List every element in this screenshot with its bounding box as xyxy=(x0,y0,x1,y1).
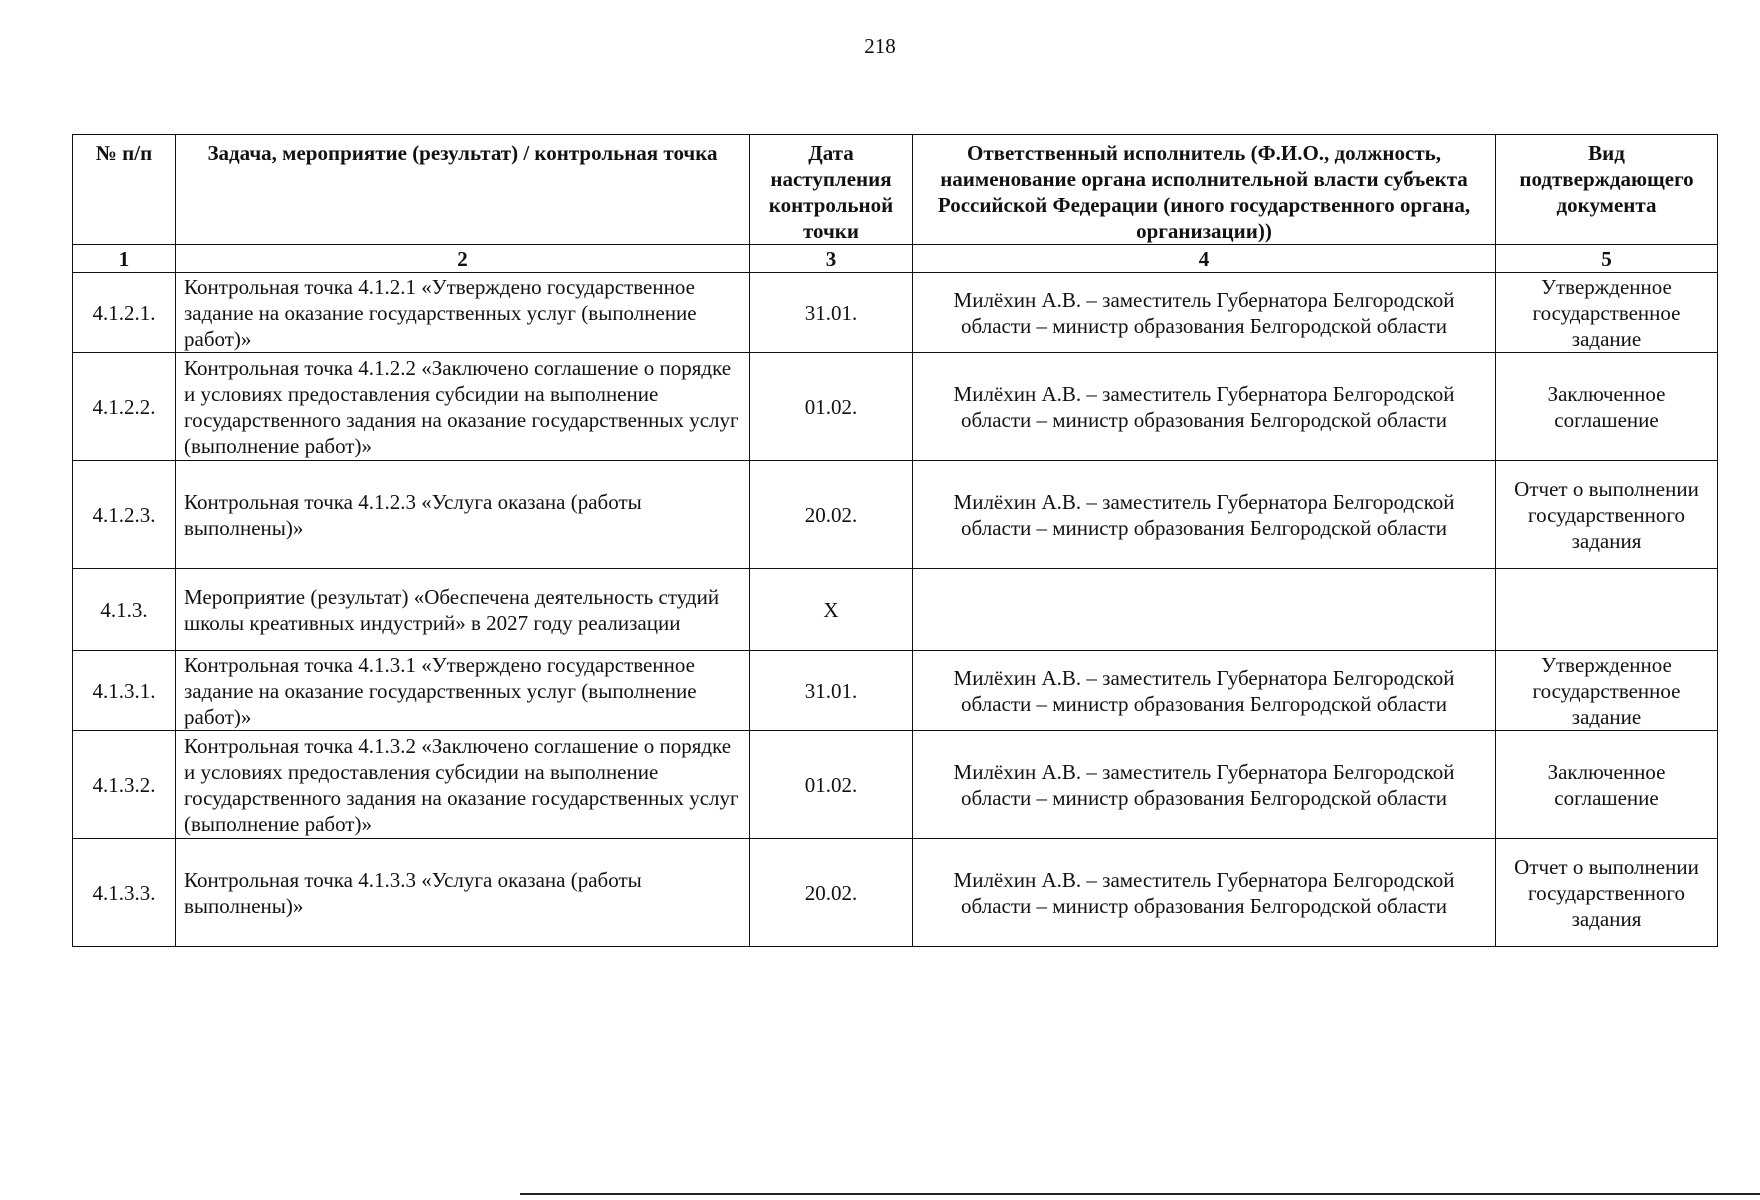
row-responsible xyxy=(913,569,1496,651)
row-date: 20.02. xyxy=(750,839,913,947)
page-bottom-rule xyxy=(520,1193,1760,1195)
row-task: Контрольная точка 4.1.3.1 «Утверждено государственное задание на оказание государственных услуг (выполнение работ)» xyxy=(176,651,750,731)
table-row xyxy=(73,651,1718,731)
header-document: Вид подтверждающего документа xyxy=(1496,135,1718,245)
row-date: 01.02. xyxy=(750,353,913,461)
row-document: Заключенное соглашение xyxy=(1496,353,1718,461)
row-number: 4.1.3.2. xyxy=(73,731,176,839)
row-responsible: Милёхин А.В. – заместитель Губернатора Белгородской области – министр образования Белгородской области xyxy=(913,353,1496,461)
column-number: 4 xyxy=(913,245,1496,273)
row-task: Контрольная точка 4.1.2.1 «Утверждено государственное задание на оказание государственных услуг (выполнение работ)» xyxy=(176,273,750,353)
row-date: Х xyxy=(750,569,913,651)
row-number: 4.1.3. xyxy=(73,569,176,651)
row-number: 4.1.2.2. xyxy=(73,353,176,461)
column-number: 3 xyxy=(750,245,913,273)
row-number: 4.1.2.1. xyxy=(73,273,176,353)
header-number: № п/п xyxy=(73,135,176,245)
row-document: Утвержденное государственное задание xyxy=(1496,651,1718,731)
row-responsible: Милёхин А.В. – заместитель Губернатора Белгородской области – министр образования Белгородской области xyxy=(913,651,1496,731)
row-document: Утвержденное государственное задание xyxy=(1496,273,1718,353)
row-task: Контрольная точка 4.1.2.3 «Услуга оказана (работы выполнены)» xyxy=(176,461,750,569)
header-date: Дата наступления контрольной точки xyxy=(750,135,913,245)
row-task: Контрольная точка 4.1.3.3 «Услуга оказана (работы выполнены)» xyxy=(176,839,750,947)
row-document: Заключенное соглашение xyxy=(1496,731,1718,839)
row-task: Контрольная точка 4.1.3.2 «Заключено соглашение о порядке и условиях предоставления субсидии на выполнение государственного задания на оказание государственных услуг (выполнение работ)» xyxy=(176,731,750,839)
row-date: 31.01. xyxy=(750,651,913,731)
table-row xyxy=(73,461,1718,569)
row-document: Отчет о выполнении государственного задания xyxy=(1496,461,1718,569)
row-document: Отчет о выполнении государственного задания xyxy=(1496,839,1718,947)
row-date: 01.02. xyxy=(750,731,913,839)
table-row xyxy=(73,839,1718,947)
table-row xyxy=(73,273,1718,353)
row-date: 20.02. xyxy=(750,461,913,569)
page-number: 218 xyxy=(864,34,896,58)
control-points-table xyxy=(72,134,1718,947)
row-responsible: Милёхин А.В. – заместитель Губернатора Белгородской области – министр образования Белгородской области xyxy=(913,731,1496,839)
table-row xyxy=(73,731,1718,839)
row-number: 4.1.3.3. xyxy=(73,839,176,947)
row-task: Мероприятие (результат) «Обеспечена деятельность студий школы креативных индустрий» в 2027 году реализации xyxy=(176,569,750,651)
column-number: 1 xyxy=(73,245,176,273)
table-row xyxy=(73,353,1718,461)
column-number: 2 xyxy=(176,245,750,273)
row-responsible: Милёхин А.В. – заместитель Губернатора Белгородской области – министр образования Белгородской области xyxy=(913,839,1496,947)
row-document xyxy=(1496,569,1718,651)
row-number: 4.1.2.3. xyxy=(73,461,176,569)
row-responsible: Милёхин А.В. – заместитель Губернатора Белгородской области – министр образования Белгородской области xyxy=(913,461,1496,569)
row-number: 4.1.3.1. xyxy=(73,651,176,731)
header-responsible: Ответственный исполнитель (Ф.И.О., должность, наименование органа исполнительной власти субъекта Российской Федерации (иного государственного органа, организации)) xyxy=(913,135,1496,245)
table-row xyxy=(73,569,1718,651)
row-date: 31.01. xyxy=(750,273,913,353)
column-number: 5 xyxy=(1496,245,1718,273)
table-header-row xyxy=(73,135,1718,245)
row-task: Контрольная точка 4.1.2.2 «Заключено соглашение о порядке и условиях предоставления субсидии на выполнение государственного задания на оказание государственных услуг (выполнение работ)» xyxy=(176,353,750,461)
column-number-row xyxy=(73,245,1718,273)
row-responsible: Милёхин А.В. – заместитель Губернатора Белгородской области – министр образования Белгородской области xyxy=(913,273,1496,353)
header-task: Задача, мероприятие (результат) / контрольная точка xyxy=(176,135,750,245)
